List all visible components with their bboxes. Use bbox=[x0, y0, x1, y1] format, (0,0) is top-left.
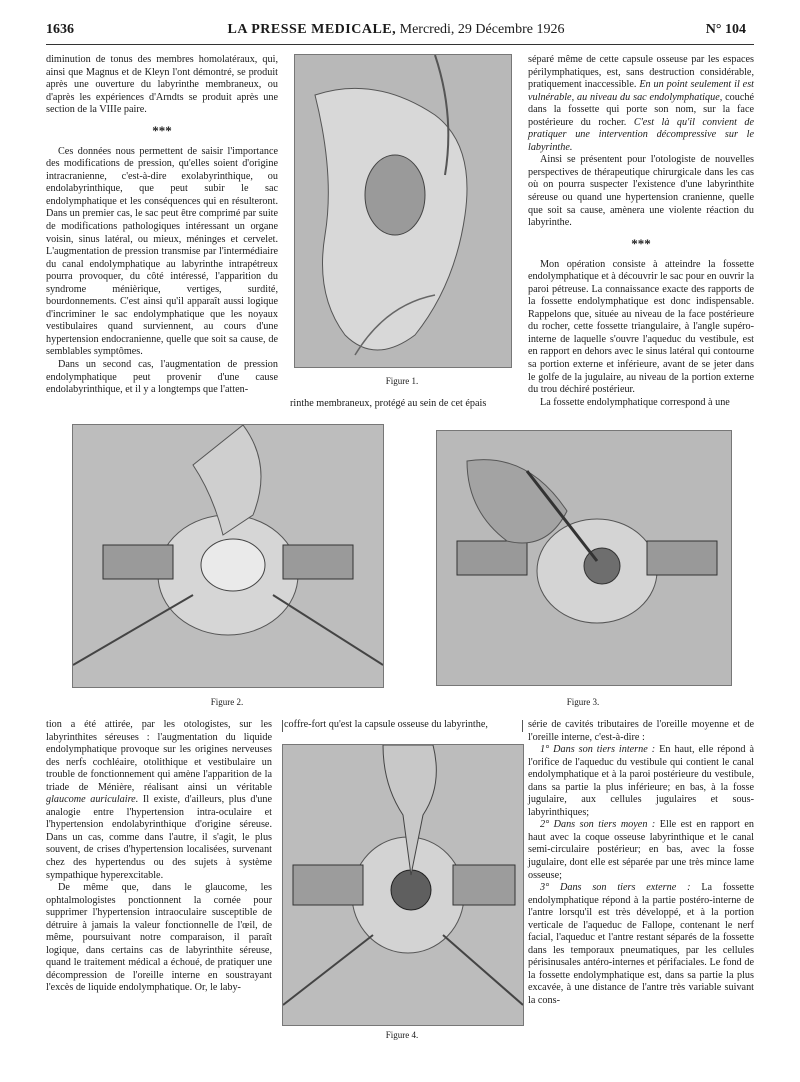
retractor-operation-illustration bbox=[73, 425, 383, 687]
item-text: La fossette endolymphatique répond à la partie postéro-interne de l'antre lorsqu'il est très développé, et à la portion verticale de l'aqueduc de Fallope, contenant le nerf facial, l'aqueduc et l'antre restant séparés de la fossette dans les temporaux pneumatiques, par les cellules périsinusales antéro-internes et périfaciales. Le fond de la fossette endolymphatique est, dans sa partie la plus excavée, à une distance de l'antre très variable suivant la cons- bbox=[528, 882, 755, 1007]
retractor-operation-illustration bbox=[437, 431, 731, 685]
figure-1-image bbox=[294, 54, 512, 368]
issue-date: Mercredi, 29 Décembre 1926 bbox=[399, 22, 565, 37]
paragraph: Ainsi se présentent pour l'otologiste de nouvelles perspectives de thérapeutique chirurgicale dans les cas où on pourra suspecter l'existence d'une labyrinthite séreuse ou quand une hypertension cranienne, quelle que soit sa cause, amènera une violente réaction du labyrinthe. bbox=[528, 154, 754, 229]
column-2-top bbox=[290, 398, 516, 411]
journal-name: LA PRESSE MEDICALE, bbox=[227, 22, 397, 37]
italic-run: glaucome auriculaire. bbox=[46, 794, 139, 806]
item-label: 3° Dans son tiers externe : bbox=[540, 882, 691, 894]
paragraph: Dans un second cas, l'augmentation de pression endolymphatique peut provenir d'une cause endolabyrinthique, et il y a longtemps que l'atten- bbox=[46, 359, 278, 396]
italic-run: C'est là qu'il convient de pratiquer une intervention décompressive sur le labyrinthe. bbox=[528, 116, 754, 153]
surgical-hand-illustration bbox=[295, 55, 511, 367]
figure-4-caption: Figure 4. bbox=[385, 1030, 419, 1040]
figure-2-image bbox=[72, 424, 384, 688]
item-text: Elle est en rapport en haut avec la coque osseuse labyrinthique et le canal semi-circulaire postérieur; en bas, avec la fosse jugulaire, dont elle est séparée par une très mince lame osseuse; bbox=[528, 819, 755, 881]
paragraph: série de cavités tributaires de l'oreille moyenne et de l'oreille interne, c'est-à-dire : bbox=[528, 719, 754, 743]
paragraph: La fossette endolymphatique correspond à une bbox=[540, 396, 730, 408]
page-number: 1636 bbox=[46, 22, 74, 37]
list-item bbox=[528, 882, 754, 1007]
column-2-bottom bbox=[284, 719, 520, 732]
item-label: 1° Dans son tiers interne : bbox=[540, 744, 656, 756]
paragraph bbox=[528, 54, 754, 154]
paragraph bbox=[46, 719, 272, 882]
figure-3-image bbox=[436, 430, 732, 686]
list-item bbox=[528, 744, 754, 819]
issue-number: N° 104 bbox=[705, 22, 746, 37]
column-separator bbox=[522, 720, 523, 732]
paragraph: Mon opération consiste à atteindre la fossette endolymphatique et à découvrir le sac pour en ouvrir la paroi pétreuse. La connaissance exacte des rapports de la fossette endolymphatique est donc indispensable. Rappelons que, située au niveau de la face postérieure du rocher, cette fossette triangulaire, à l'angle supéro-interne de laquelle s'ouvre l'aqueduc du vestibule, est en rapport en dehors avec le sinus latéral qui contourne sa portion externe et inférieure, avant de se jeter dans le golfe de la jugulaire, au niveau de la portion externe du trou déchiré postérieur. bbox=[528, 258, 754, 396]
column-3-top bbox=[528, 54, 754, 409]
column-1-top bbox=[46, 54, 278, 397]
paragraph: De même que, dans le glaucome, les ophtalmologistes ponctionnent la cornée pour supprimer l'hypertension intraoculaire susceptible de détruire à jamais la valeur fonctionnelle de l'œil, de même, poursuivant notre comparaison, il paraît logique, dans certains cas de labyrinthite séreuse, quand le traitement médical a échoué, de pratiquer une décompression de l'oreille interne en soustrayant l'excès de liquide endolymphatique. Or, le laby- bbox=[46, 882, 272, 994]
column-separator bbox=[282, 720, 283, 732]
header-rule bbox=[46, 44, 754, 45]
text-run: séparé même de cette capsule osseuse par les espaces périlymphatiques, est, sans destruction considérable, pratiquement inaccessible. bbox=[528, 54, 754, 91]
asterism: *** bbox=[152, 122, 172, 138]
journal-title bbox=[46, 22, 746, 38]
figure-3-caption: Figure 3. bbox=[566, 697, 600, 707]
text-run: couché dans la fossette qui porte son nom, sur la face postérieure du rocher. bbox=[528, 91, 755, 128]
column-3-bottom bbox=[528, 719, 754, 1008]
paragraph: Ces données nous permettent de saisir l'importance des modifications de pression, qu'elles soient d'origine intracranienne, c'est-à-dire exolabyrinthique, ou endolabyrinthique, que peut subir le sac endolymphatique et les conséquences qui en résulteront. Dans un premier cas, le sac peut être comprimé par suite de modifications pathologiques intéressant un organe voisin, sinus latéral, ou mieux, méninges et cervelet. L'augmentation de pression transmise par l'intermédiaire du canal endolymphatique au labyrinthe intrapétreux pourra provoquer, du côté intéressé, l'apparition du syndrome ménièrique, vertiges, surdité, bourdonnements. C'est ainsi qu'il apparaît aussi logique d'incriminer le sac endolymphatique que les noyaux vestibulaires quand surviennent, au cours d'une hypertension endocranienne, quelle que soit sa cause, de semblables symptômes. bbox=[46, 145, 278, 358]
figure-2-caption: Figure 2. bbox=[210, 697, 244, 707]
italic-run: En un point seulement il est vulnérable, au niveau du sac endolymphatique, bbox=[528, 79, 754, 103]
asterism: *** bbox=[631, 235, 651, 251]
paragraph: coffre-fort qu'est la capsule osseuse du labyrinthe, bbox=[284, 719, 488, 730]
paragraph: diminution de tonus des membres homolatéraux, qui, ainsi que Magnus et de Kleyn l'ont démontré, se produit après une ouverture du labyrinthe membraneux, ou d'après les expériences d'Arndts se produit après une section de la VIIIe paire. bbox=[46, 54, 278, 116]
retractor-operation-illustration bbox=[283, 745, 523, 1025]
item-label: 2° Dans son tiers moyen : bbox=[540, 819, 656, 831]
text-run: tion a été attirée, par les otologistes, sur les labyrinthites séreuses : l'augmentation du liquide endolymphatique provoque sur les origines nerveuses des nerfs cochléaire, otolithique et vestibulaire un trouble de fonctionnement qui amène l'apparition de la triade de Ménière, réalisant ainsi un véritable bbox=[46, 719, 272, 793]
figure-1-caption: Figure 1. bbox=[385, 376, 419, 386]
list-item bbox=[528, 819, 754, 882]
column-1-bottom bbox=[46, 719, 272, 995]
figure-4-image bbox=[282, 744, 524, 1026]
text-run: Il existe, d'ailleurs, plus d'une analogie entre l'hypertension intra-oculaire et l'hypertension endolabyrinthique d'origine séreuse. Dans un cas, comme dans l'autre, il s'agit, le plus souvent, de crises d'hypertension localisées, survenant chez des hypertendus ou des sujets à système sympathique hyperexcitable. bbox=[46, 794, 272, 881]
item-text: En haut, elle répond à l'orifice de l'aqueduc du vestibule qui contient le canal endolymphatique et à la paroi postérieure du vestibule, dans sa partie la plus inférieure; en bas, à la fosse jugulaire, aux cellules jugulaires et sous-labyrinthiques; bbox=[528, 744, 755, 818]
paragraph: rinthe membraneux, protégé au sein de cet épais bbox=[290, 398, 487, 409]
running-header bbox=[46, 22, 746, 42]
